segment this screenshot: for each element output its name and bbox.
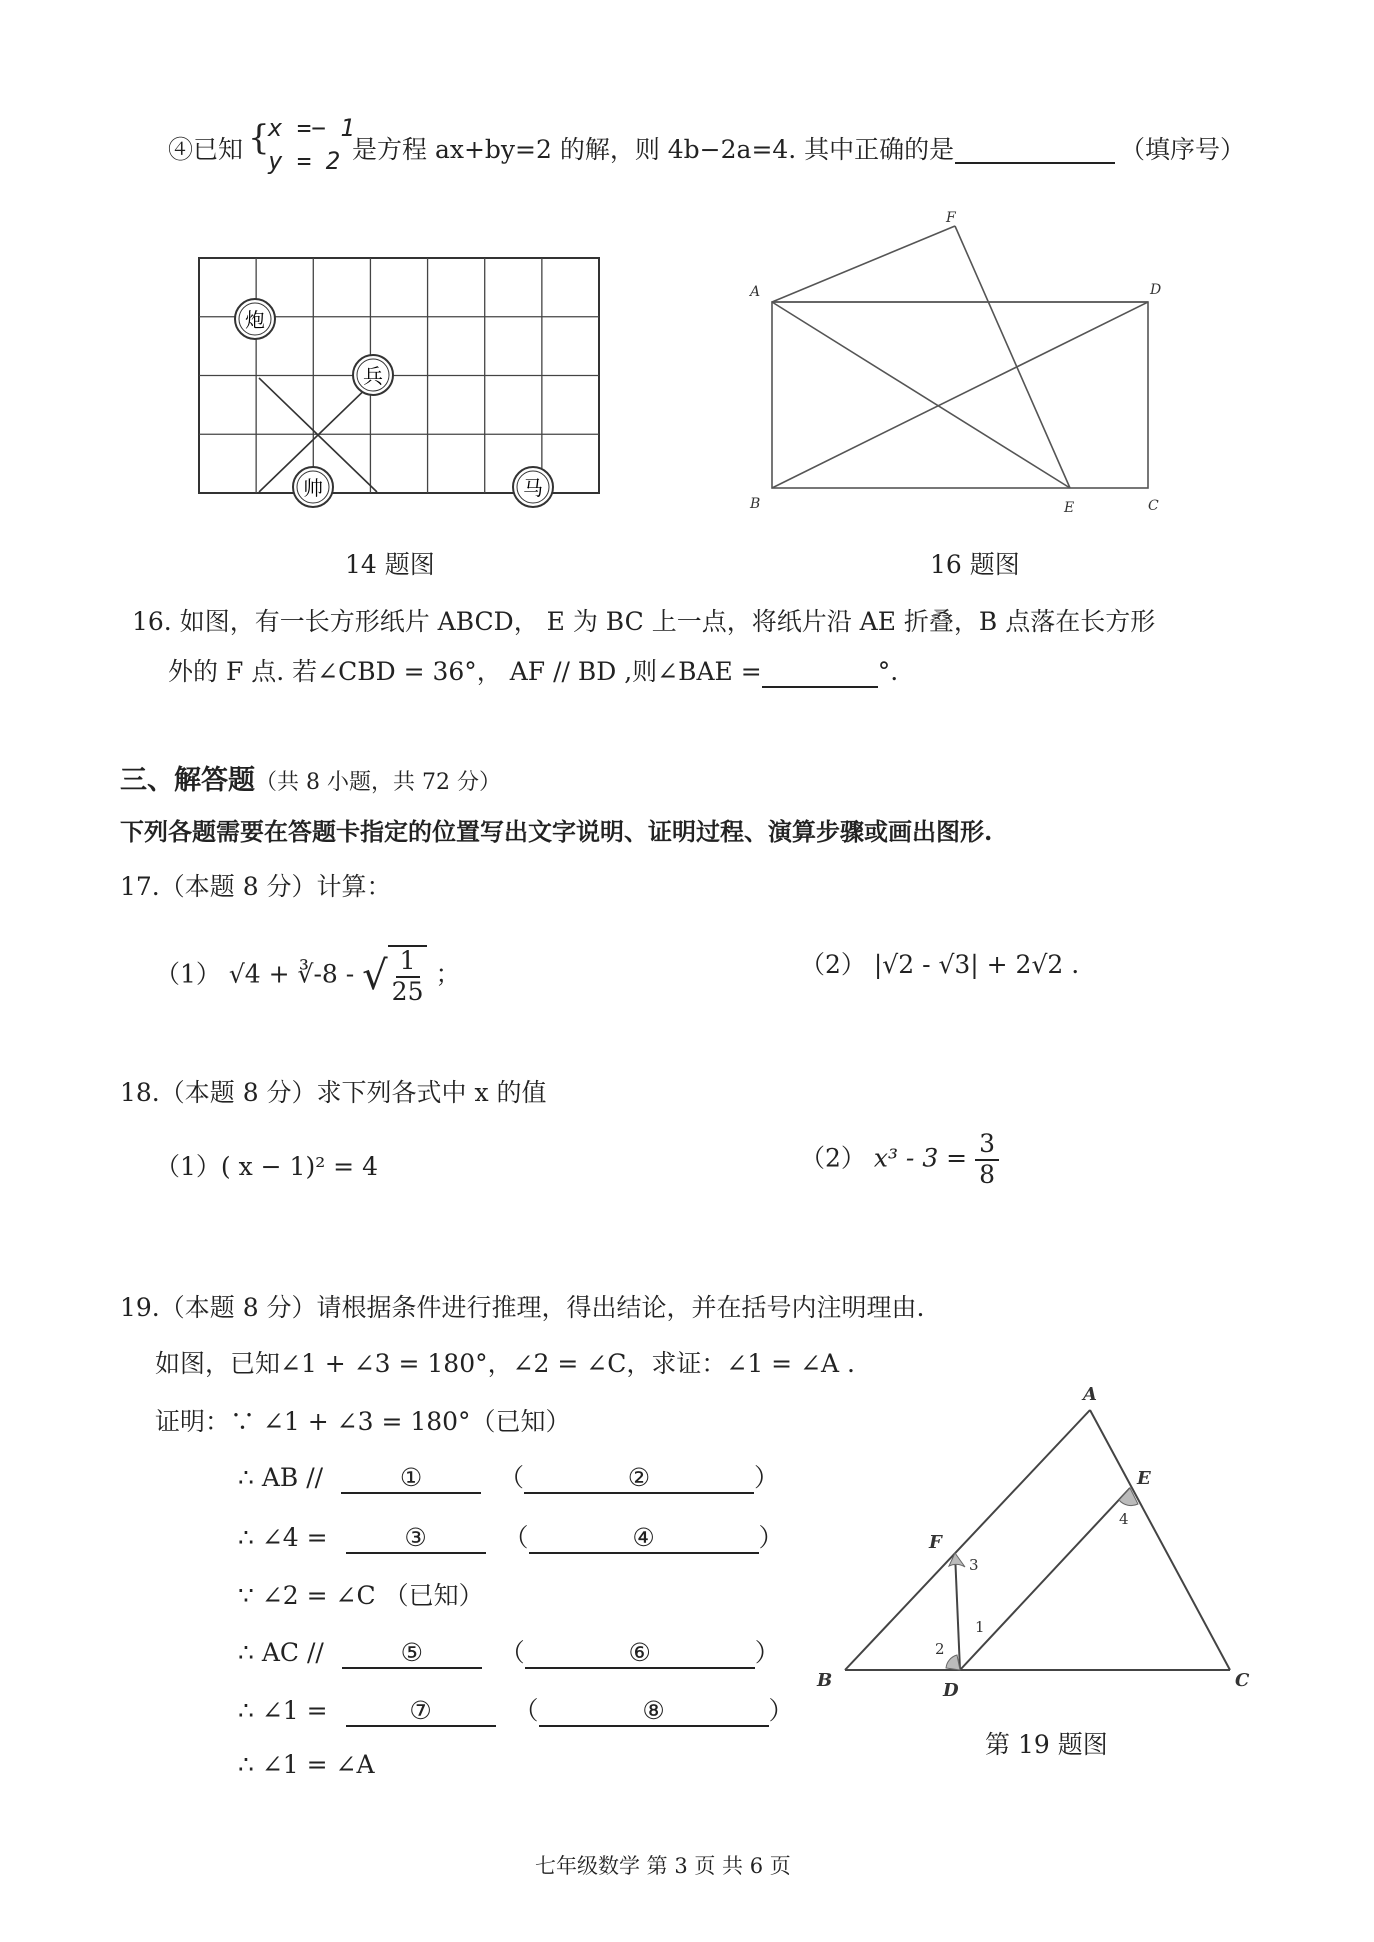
q18-part2 <box>800 1130 999 1190</box>
label-A: A <box>750 284 761 300</box>
q17-p1-end: ； <box>435 959 461 989</box>
label-B: B <box>817 1670 833 1691</box>
label-E: E <box>1064 500 1075 516</box>
section3-heading <box>120 758 501 797</box>
q18-p2-num: 3 <box>975 1130 999 1161</box>
q17-part2 <box>800 945 1079 981</box>
label-F: F <box>946 210 956 226</box>
q18-header: 18.（本题 8 分）求下列各式中 x 的值 <box>120 1078 547 1107</box>
q19-header: 19.（本题 8 分）请根据条件进行推理，得出结论，并在括号内注明理由. <box>120 1293 925 1322</box>
label-E: E <box>1137 1468 1151 1489</box>
q15-text: 是方程 ax+by=2 的解，则 4b−2a=4. 其中正确的是 <box>352 135 955 164</box>
proof-line-3: ∴ ∠4 = ③ （ ④ ） <box>238 1523 784 1552</box>
label-D: D <box>943 1680 959 1701</box>
blank-7[interactable]: ⑦ <box>346 1696 496 1727</box>
q15-lead: 已知 <box>193 135 244 164</box>
circled-number: ④ <box>168 135 194 164</box>
blank-5[interactable]: ⑤ <box>342 1638 482 1669</box>
q17-p1-expr: √4 + ∛-8 - <box>228 959 355 989</box>
label-F: F <box>929 1532 942 1553</box>
page-footer: 七年级数学 第 3 页 共 6 页 <box>535 1854 791 1878</box>
proof-line-6: ∴ ∠1 = ⑦ （ ⑧ ） <box>238 1696 794 1725</box>
label-C: C <box>1148 498 1159 514</box>
q19-given: 如图，已知∠1 + ∠3 = 180°，∠2 = ∠C，求证：∠1 = ∠A . <box>155 1349 855 1378</box>
proof-line-3-lead: ∴ ∠4 = <box>238 1523 328 1552</box>
q17-p2-label: （2） <box>800 950 866 979</box>
label-angle-1: 1 <box>975 1618 985 1636</box>
label-angle-4: 4 <box>1119 1510 1129 1528</box>
q16-line1: 16. 如图，有一长方形纸片 ABCD， E 为 BC 上一点，将纸片沿 AE 折叠，B 点落在长方形 <box>132 607 1156 636</box>
figure-19-caption: 第 19 题图 <box>985 1730 1108 1759</box>
label-A: A <box>1083 1384 1097 1405</box>
svg-text:帅: 帅 <box>303 476 323 500</box>
section3-instruction: 下列各题需要在答题卡指定的位置写出文字说明、证明过程、演算步骤或画出图形. <box>120 817 993 846</box>
figure-19-triangle <box>805 1370 1275 1730</box>
system-line-2: y = 2 <box>268 147 341 175</box>
blank-8[interactable]: ⑧ <box>539 1696 769 1727</box>
label-angle-2: 2 <box>935 1640 945 1658</box>
blank-1[interactable]: ① <box>341 1463 481 1494</box>
figure-16-caption: 16 题图 <box>930 550 1020 579</box>
blank-3[interactable]: ③ <box>346 1523 486 1554</box>
system-brace: { <box>248 118 270 158</box>
q18-part1 <box>155 1147 378 1183</box>
q15-answer-blank[interactable] <box>955 136 1115 164</box>
q17-p1-num: 1 <box>396 947 420 978</box>
q18-p1-expr: ( x − 1)² = 4 <box>220 1152 378 1181</box>
proof-line-6-lead: ∴ ∠1 = <box>238 1696 328 1725</box>
section3-note: （共 8 小题，共 72 分） <box>255 770 501 795</box>
q16-degree: °. <box>877 657 899 686</box>
label-D: D <box>1150 282 1162 298</box>
blank-6[interactable]: ⑥ <box>525 1638 755 1669</box>
figure-16-rectangle <box>740 210 1180 520</box>
label-angle-3: 3 <box>969 1556 979 1574</box>
q17-p1-label: （1） <box>155 959 221 989</box>
section3-title: 三、解答题 <box>120 765 255 796</box>
chess-piece-ma <box>513 467 553 507</box>
q18-p2-den: 8 <box>979 1159 995 1189</box>
q16-line2 <box>168 652 898 688</box>
proof-line-5-lead: ∴ AC // <box>238 1638 324 1667</box>
proof-line-1: 证明：∵ ∠1 + ∠3 = 180°（已知） <box>155 1407 571 1436</box>
q16-answer-blank[interactable] <box>762 660 878 688</box>
q18-p2-expr: x³ - 3 = <box>873 1143 968 1173</box>
proof-line-5: ∴ AC // ⑤ （ ⑥ ） <box>238 1638 780 1667</box>
proof-line-2: ∴ AB // ① （ ② ） <box>238 1463 780 1492</box>
svg-text:兵: 兵 <box>363 364 383 388</box>
q18-p2-label: （2） <box>800 1143 866 1173</box>
q16-line2-text: 外的 F 点. 若∠CBD = 36°， AF // BD ,则∠BAE = <box>168 657 762 686</box>
chess-piece-bing <box>353 355 393 395</box>
q15-item4 <box>168 130 243 166</box>
q17-p1-den: 25 <box>391 976 424 1006</box>
proof-line-4: ∵ ∠2 = ∠C （已知） <box>238 1581 484 1610</box>
system-line-1: x =− 1 <box>268 114 355 142</box>
figure-14-caption: 14 题图 <box>345 550 435 579</box>
label-C: C <box>1235 1670 1250 1691</box>
svg-text:炮: 炮 <box>245 308 265 332</box>
q17-header: 17.（本题 8 分）计算： <box>120 872 392 901</box>
blank-4[interactable]: ④ <box>529 1523 759 1554</box>
blank-2[interactable]: ② <box>524 1463 754 1494</box>
q17-part1: （1） √4 + ∛-8 - √ $\frac{1}{25}$ ； <box>155 946 461 1006</box>
chess-piece-shuai <box>293 467 333 507</box>
q15-tail: （填序号） <box>1120 135 1246 164</box>
figure-14-chessboard <box>195 255 615 515</box>
q17-p2-expr: |√2 - √3| + 2√2 . <box>873 950 1080 979</box>
label-B: B <box>750 496 761 512</box>
q18-p1-label: （1） <box>155 1152 221 1181</box>
proof-line-2-lead: ∴ AB // <box>238 1463 324 1492</box>
svg-text:马: 马 <box>523 476 543 500</box>
chess-piece-pao <box>235 299 275 339</box>
proof-line-7: ∴ ∠1 = ∠A <box>238 1750 375 1779</box>
